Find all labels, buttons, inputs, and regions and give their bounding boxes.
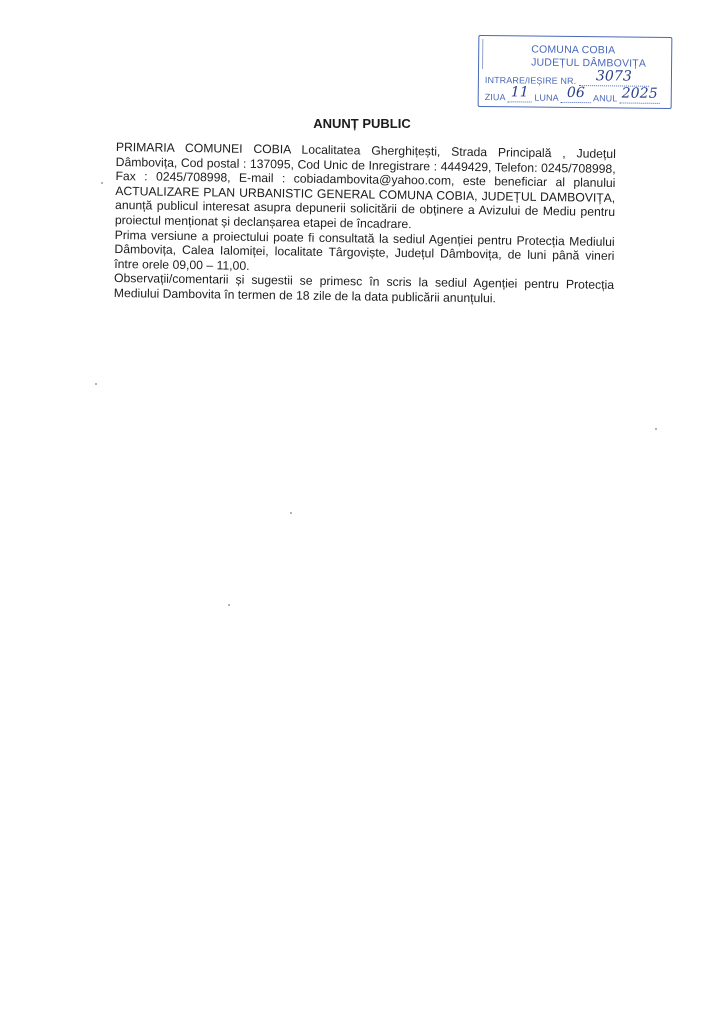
stamp-day-field (508, 84, 532, 102)
document-body (114, 140, 616, 307)
stamp-month-label: LUNA (534, 92, 559, 103)
paragraph-announcement: PRIMARIA COMUNEI COBIA Localitatea Gherghițești, Strada Principală , Județul Dâmbovița, Cod postal : 137095, Cod Unic de Inregistrare : 4449429, Telefon: 0245/708998, Fax : 0245/708998, E-mail : cobiadambovita@yahoo.com, este beneficiar al planului ACTUALIZARE PLAN URBANISTIC GENERAL COMUNA COBIA, JUDEȚUL DAMBOVIȚA, anunță publicul interesat asupra depunerii solicitării de obținere a Avizului de Mediu pentru proiectul menționat și declanșarea etapei de încadrare. (114, 140, 616, 232)
stamp-registration-number: 3073 (595, 68, 632, 85)
scan-speck (290, 512, 292, 514)
stamp-county: JUDEȚUL DÂMBOVIȚA (531, 56, 647, 70)
stamp-year-field (620, 85, 660, 103)
stamp-day: 11 (510, 84, 529, 101)
stamp-mark (482, 39, 497, 69)
scan-speck (228, 604, 230, 606)
scan-speck (655, 428, 657, 430)
stamp-month: 06 (566, 84, 586, 102)
scan-speck (101, 182, 103, 184)
stamp-registration-label: INTRARE/IEȘIRE NR. (484, 75, 577, 87)
stamp-commune: COMUNA COBIA (531, 43, 616, 57)
scan-speck (95, 383, 97, 385)
stamp-day-label: ZIUA (484, 92, 506, 103)
paragraph-observations: Observații/comentarii și sugestii se primesc în scris la sediul Agenției pentru Protecția Mediului Dambovita în termen de 18 zile de la data publicării anunțului. (113, 271, 615, 306)
registration-stamp (478, 35, 673, 109)
stamp-date-row (484, 84, 660, 104)
paragraph-consultation: Prima versiune a proiectului poate fi consultată la sediul Agenției pentru Protecția Mediului Dâmbovița, Calea Ialomiței, localitate Târgoviște, Județul Dâmbovița, de luni până vineri între orele 09,00 – 11,00. (114, 227, 615, 273)
stamp-month-field (561, 84, 591, 103)
stamp-year: 2025 (621, 85, 658, 102)
document-title: ANUNȚ PUBLIC (313, 116, 411, 131)
stamp-year-label: ANUL (592, 93, 618, 104)
